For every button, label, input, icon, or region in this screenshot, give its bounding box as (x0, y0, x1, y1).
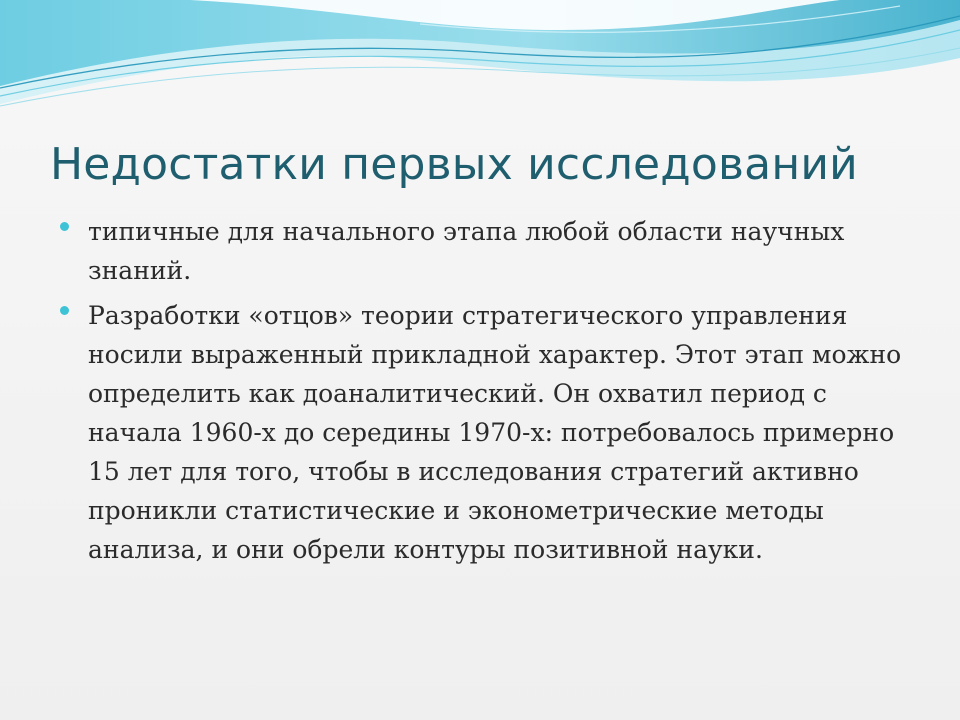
bullet-list (56, 212, 916, 575)
bullet-text: типичные для начального этапа любой области научных знаний. (88, 217, 845, 285)
circle-bullet-icon (60, 306, 69, 315)
bullet-item (56, 212, 916, 290)
bullet-item (56, 296, 916, 569)
wave-header-decoration (0, 0, 960, 120)
circle-bullet-icon (60, 222, 69, 231)
slide-title: Недостатки первых исследований (50, 139, 858, 190)
bullet-text: Разработки «отцов» теории стратегического управления носили выраженный прикладной характер. Этот этап можно определить как доаналитический. Он охватил период с начала 1960-х до середины 1970-х: потребовалось примерно 15 лет для того, чтобы в исследования стратегий активно проникли статистические и эконометрические методы анализа, и они обрели контуры позитивной науки. (88, 301, 902, 564)
